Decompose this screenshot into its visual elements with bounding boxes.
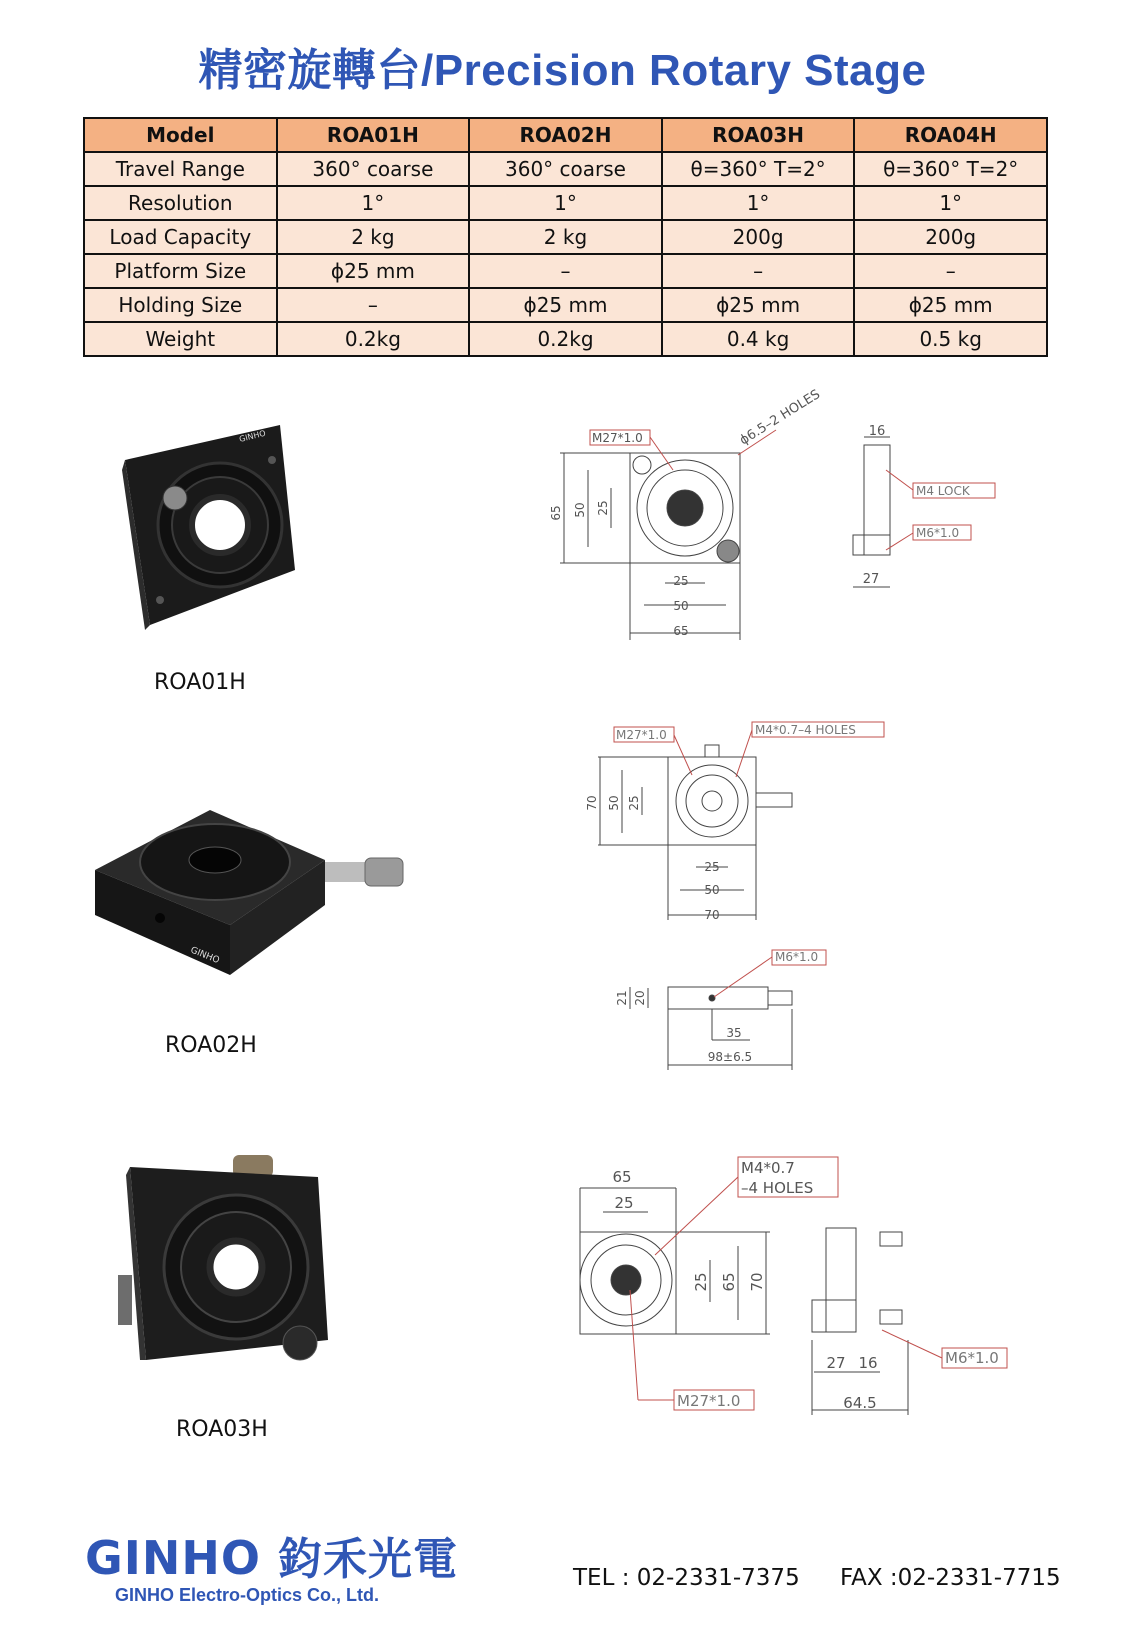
table-cell: ϕ25 mm bbox=[469, 288, 662, 322]
table-row bbox=[84, 322, 1047, 356]
dimension-label: 35 bbox=[726, 1026, 742, 1040]
row-label: Travel Range bbox=[84, 152, 277, 186]
table-cell: 0.5 kg bbox=[854, 322, 1047, 356]
product-caption: ROA03H bbox=[176, 1417, 268, 1442]
dimension-label: 16 bbox=[868, 424, 886, 439]
thread-callout: M27*1.0 bbox=[592, 431, 643, 445]
dimension-label: 50 bbox=[607, 795, 621, 811]
table-cell: 200g bbox=[662, 220, 855, 254]
header-cell: ROA03H bbox=[662, 118, 855, 152]
table-cell: ϕ25 mm bbox=[662, 288, 855, 322]
thread-callout: M6*1.0 bbox=[916, 526, 960, 540]
product-caption: ROA01H bbox=[154, 670, 246, 695]
table-cell: 0.2kg bbox=[469, 322, 662, 356]
table-cell: ϕ25 mm bbox=[277, 254, 470, 288]
dimension-label: 65 bbox=[673, 624, 689, 638]
dimension-label: 25 bbox=[614, 1194, 634, 1212]
roa02h-photo bbox=[90, 800, 410, 985]
table-cell: θ=360° T=2° bbox=[662, 152, 855, 186]
dimension-label: 50 bbox=[704, 883, 720, 897]
thread-callout: M6*1.0 bbox=[775, 950, 819, 964]
table-row bbox=[84, 186, 1047, 220]
roa01h-drawing bbox=[548, 375, 1008, 645]
roa03h-drawing bbox=[570, 1150, 1020, 1425]
dimension-label: 25 bbox=[704, 860, 720, 874]
dimension-label: 65 bbox=[720, 1272, 738, 1292]
table-row bbox=[84, 220, 1047, 254]
logo-en: GINHO bbox=[85, 1531, 261, 1585]
holes-callout: M4*0.7 bbox=[741, 1159, 795, 1177]
table-cell: – bbox=[662, 254, 855, 288]
product-caption: ROA02H bbox=[165, 1033, 257, 1058]
holes-callout: M4*0.7–4 HOLES bbox=[755, 723, 856, 737]
holes-callout: ϕ6.5–2 HOLES bbox=[737, 386, 824, 449]
roa03h-photo bbox=[118, 1155, 338, 1375]
dimension-label: 98±6.5 bbox=[707, 1050, 753, 1064]
header-cell: Model bbox=[84, 118, 277, 152]
table-cell: 1° bbox=[662, 186, 855, 220]
dimension-label: 64.5 bbox=[843, 1394, 877, 1412]
row-label: Weight bbox=[84, 322, 277, 356]
thread-callout: M27*1.0 bbox=[677, 1392, 741, 1410]
table-cell: 2 kg bbox=[277, 220, 470, 254]
roa02h-drawing-top bbox=[580, 715, 900, 925]
row-label: Resolution bbox=[84, 186, 277, 220]
logo-cn: 鈞禾光電 bbox=[278, 1534, 458, 1585]
roa02h-drawing-side bbox=[610, 945, 850, 1075]
dimension-label: 65 bbox=[549, 505, 563, 521]
company-name: GINHO Electro-Optics Co., Ltd. bbox=[115, 1585, 380, 1605]
table-cell: 1° bbox=[469, 186, 662, 220]
table-cell: 2 kg bbox=[469, 220, 662, 254]
row-label: Platform Size bbox=[84, 254, 277, 288]
svg-text:GINHO: GINHO bbox=[188, 945, 221, 967]
dimension-label: 50 bbox=[673, 599, 689, 613]
dimension-label: 20 bbox=[633, 990, 647, 1006]
dimension-label: 70 bbox=[585, 795, 599, 811]
dimension-label: 25 bbox=[627, 795, 641, 811]
table-cell: 360° coarse bbox=[469, 152, 662, 186]
row-label: Load Capacity bbox=[84, 220, 277, 254]
table-cell: 0.2kg bbox=[277, 322, 470, 356]
row-label: Holding Size bbox=[84, 288, 277, 322]
fax-number: FAX :02-2331-7715 bbox=[840, 1565, 1061, 1591]
table-cell: 360° coarse bbox=[277, 152, 470, 186]
roa01h-photo bbox=[120, 420, 310, 660]
company-logo bbox=[85, 1531, 458, 1606]
page-title: 精密旋轉台/Precision Rotary Stage bbox=[198, 46, 927, 95]
table-cell: 200g bbox=[854, 220, 1047, 254]
table-row bbox=[84, 254, 1047, 288]
table-cell: 1° bbox=[854, 186, 1047, 220]
dimension-label: 27 bbox=[826, 1354, 846, 1372]
header-cell: ROA04H bbox=[854, 118, 1047, 152]
header-cell: ROA01H bbox=[277, 118, 470, 152]
table-cell: 0.4 kg bbox=[662, 322, 855, 356]
thread-callout: M6*1.0 bbox=[945, 1349, 999, 1367]
dimension-label: 70 bbox=[748, 1272, 766, 1292]
dimension-label: 25 bbox=[673, 574, 689, 588]
table-cell: – bbox=[277, 288, 470, 322]
table-cell: θ=360° T=2° bbox=[854, 152, 1047, 186]
lock-callout: M4 LOCK bbox=[916, 484, 970, 498]
dimension-label: 25 bbox=[692, 1272, 710, 1292]
dimension-label: 27 bbox=[862, 572, 880, 587]
dimension-label: 70 bbox=[704, 908, 720, 922]
table-cell: – bbox=[854, 254, 1047, 288]
phone-number: TEL : 02-2331-7375 bbox=[573, 1565, 800, 1591]
dimension-label: 25 bbox=[596, 500, 610, 516]
header-cell: ROA02H bbox=[469, 118, 662, 152]
svg-text:GINHO: GINHO bbox=[238, 428, 267, 444]
dimension-label: 50 bbox=[573, 502, 587, 518]
table-header-row bbox=[84, 118, 1047, 152]
table-row bbox=[84, 288, 1047, 322]
table-cell: 1° bbox=[277, 186, 470, 220]
holes-callout: –4 HOLES bbox=[741, 1179, 814, 1197]
spec-table bbox=[83, 117, 1048, 357]
thread-callout: M27*1.0 bbox=[616, 728, 667, 742]
table-cell: – bbox=[469, 254, 662, 288]
dimension-label: 16 bbox=[858, 1354, 878, 1372]
table-row bbox=[84, 152, 1047, 186]
table-cell: ϕ25 mm bbox=[854, 288, 1047, 322]
dimension-label: 21 bbox=[615, 990, 629, 1006]
dimension-label: 65 bbox=[612, 1168, 632, 1186]
